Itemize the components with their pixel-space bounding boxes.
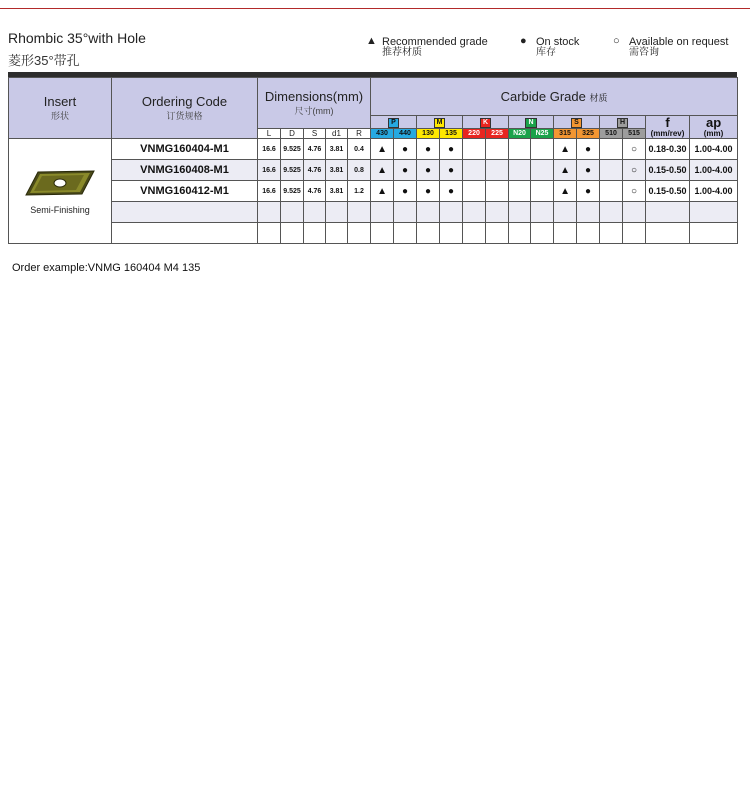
grade-mark [463,181,486,202]
table-row [9,181,738,202]
material-s-badge: S [571,118,582,128]
ordering-code: VNMG160404-M1 [112,139,258,160]
grade-mark: ▲ [371,139,394,160]
grade-col: 225 [486,129,509,139]
grade-mark: ○ [623,139,646,160]
grade-mark [531,181,554,202]
dim-value: 9.525 [281,160,304,181]
grade-col: 430 [371,129,394,139]
ap-value: 1.00-4.00 [690,181,738,202]
top-rule [0,8,750,9]
insert-type-label: Semi-Finishing [30,204,90,215]
grade-mark [463,160,486,181]
feed-value: 0.15-0.50 [646,160,690,181]
feed-header-label: f [665,115,670,130]
grade-col: 510 [600,129,623,139]
grade-mark: ▲ [371,160,394,181]
dim-value: 9.525 [281,181,304,202]
grade-col: 220 [463,129,486,139]
ap-header-unit: (mm) [703,128,724,138]
ordering-code-header-label: Ordering Code [141,94,228,109]
material-h [600,116,646,129]
grade-mark [486,160,509,181]
grade-mark: ● [577,160,600,181]
material-m-badge: M [434,118,446,128]
carbide-grade-header [371,78,738,116]
table-row-empty [9,223,738,244]
grade-mark [509,139,531,160]
ordering-code-header-label-cn: 订货规格 [166,111,203,121]
grade-col: 135 [440,129,463,139]
grade-mark [509,160,531,181]
page-title-cn: 菱形35°带孔 [8,53,80,68]
grade-mark: ● [394,139,417,160]
dimensions-header-label-cn: 尺寸(mm) [294,106,334,116]
dim-col-d1: d1 [326,129,348,139]
grade-mark: ● [394,181,417,202]
legend-label: Available on request [629,36,729,48]
grade-mark: ● [417,139,440,160]
grade-mark [486,181,509,202]
feed-header [646,116,690,139]
dim-value: 16.6 [258,160,281,181]
grade-mark: ▲ [371,181,394,202]
dim-value: 16.6 [258,139,281,160]
dim-value: 3.81 [326,160,348,181]
grade-col: 130 [417,129,440,139]
grade-mark [463,139,486,160]
material-k [463,116,509,129]
dimensions-header [258,78,371,129]
grade-mark: ● [417,181,440,202]
grade-mark [600,160,623,181]
legend-label-cn: 需咨询 [629,47,659,58]
material-p [371,116,417,129]
grade-mark: ○ [623,181,646,202]
material-n-badge: N [525,118,536,128]
grade-col: 440 [394,129,417,139]
dim-value: 0.4 [348,139,371,160]
insert-header-label-cn: 形状 [50,111,69,121]
grade-mark: ○ [623,160,646,181]
feed-header-unit: (mm/rev) [650,128,685,138]
ordering-code: VNMG160412-M1 [112,181,258,202]
grade-mark [600,181,623,202]
grade-mark [486,139,509,160]
material-s [554,116,600,129]
material-m [417,116,463,129]
grade-col: 325 [577,129,600,139]
dim-value: 0.8 [348,160,371,181]
grade-mark: ● [440,139,463,160]
grade-mark [531,160,554,181]
legend-label: Recommended grade [382,36,488,48]
ap-header-label: ap [705,115,722,130]
grade-mark: ● [394,160,417,181]
legend-label-cn: 推荐材质 [382,47,422,58]
ordering-code-header [112,78,258,139]
dim-value: 3.81 [326,139,348,160]
feed-value: 0.18-0.30 [646,139,690,160]
legend-label-cn: 库存 [536,47,556,58]
grade-mark: ● [577,139,600,160]
table-row-empty [9,202,738,223]
table-row [9,139,738,160]
dim-col-s: S [304,129,326,139]
triangle-icon: ▲ [366,35,377,47]
grade-mark: ▲ [554,181,577,202]
grade-mark [509,181,531,202]
carbide-grade-label [501,89,608,104]
rhombic-insert-icon [24,168,96,198]
grade-mark: ● [417,160,440,181]
legend-label: On stock [536,36,580,48]
carbide-grade-label-cn: 材质 [589,92,608,103]
grade-mark: ● [440,181,463,202]
material-k-badge: K [480,118,491,128]
feed-value: 0.15-0.50 [646,181,690,202]
grade-col: 315 [554,129,577,139]
ap-header [690,116,738,139]
grade-mark: ▲ [554,160,577,181]
material-h-badge: H [617,118,628,128]
dim-col-l: L [258,129,281,139]
open-circle-icon: ○ [613,35,620,47]
order-example: Order example:VNMG 160404 M4 135 [12,262,201,274]
grade-mark: ● [440,160,463,181]
ap-value: 1.00-4.00 [690,139,738,160]
insert-header-label: Insert [43,94,77,109]
dim-value: 4.76 [304,160,326,181]
dim-value: 16.6 [258,181,281,202]
insert-image-cell [9,139,112,244]
table-row [9,160,738,181]
ordering-code: VNMG160408-M1 [112,160,258,181]
dim-value: 4.76 [304,181,326,202]
carbide-grade-label-en: Carbide Grade [500,88,586,104]
grade-col: 515 [623,129,646,139]
material-n [509,116,554,129]
dim-col-d: D [281,129,304,139]
page-title: Rhombic 35°with Hole [8,30,146,46]
grade-mark [531,139,554,160]
grade-mark: ● [577,181,600,202]
insert-header [9,78,112,139]
dim-value: 1.2 [348,181,371,202]
filled-circle-icon: ● [520,35,527,47]
dim-value: 3.81 [326,181,348,202]
grade-mark [600,139,623,160]
dimensions-header-label: Dimensions(mm) [264,89,364,104]
grade-col: N25 [531,129,554,139]
dim-col-r: R [348,129,371,139]
dim-value: 4.76 [304,139,326,160]
insert-table [8,77,738,244]
grade-col: N20 [509,129,531,139]
ap-value: 1.00-4.00 [690,160,738,181]
grade-mark: ▲ [554,139,577,160]
material-p-badge: P [388,118,399,128]
dim-value: 9.525 [281,139,304,160]
